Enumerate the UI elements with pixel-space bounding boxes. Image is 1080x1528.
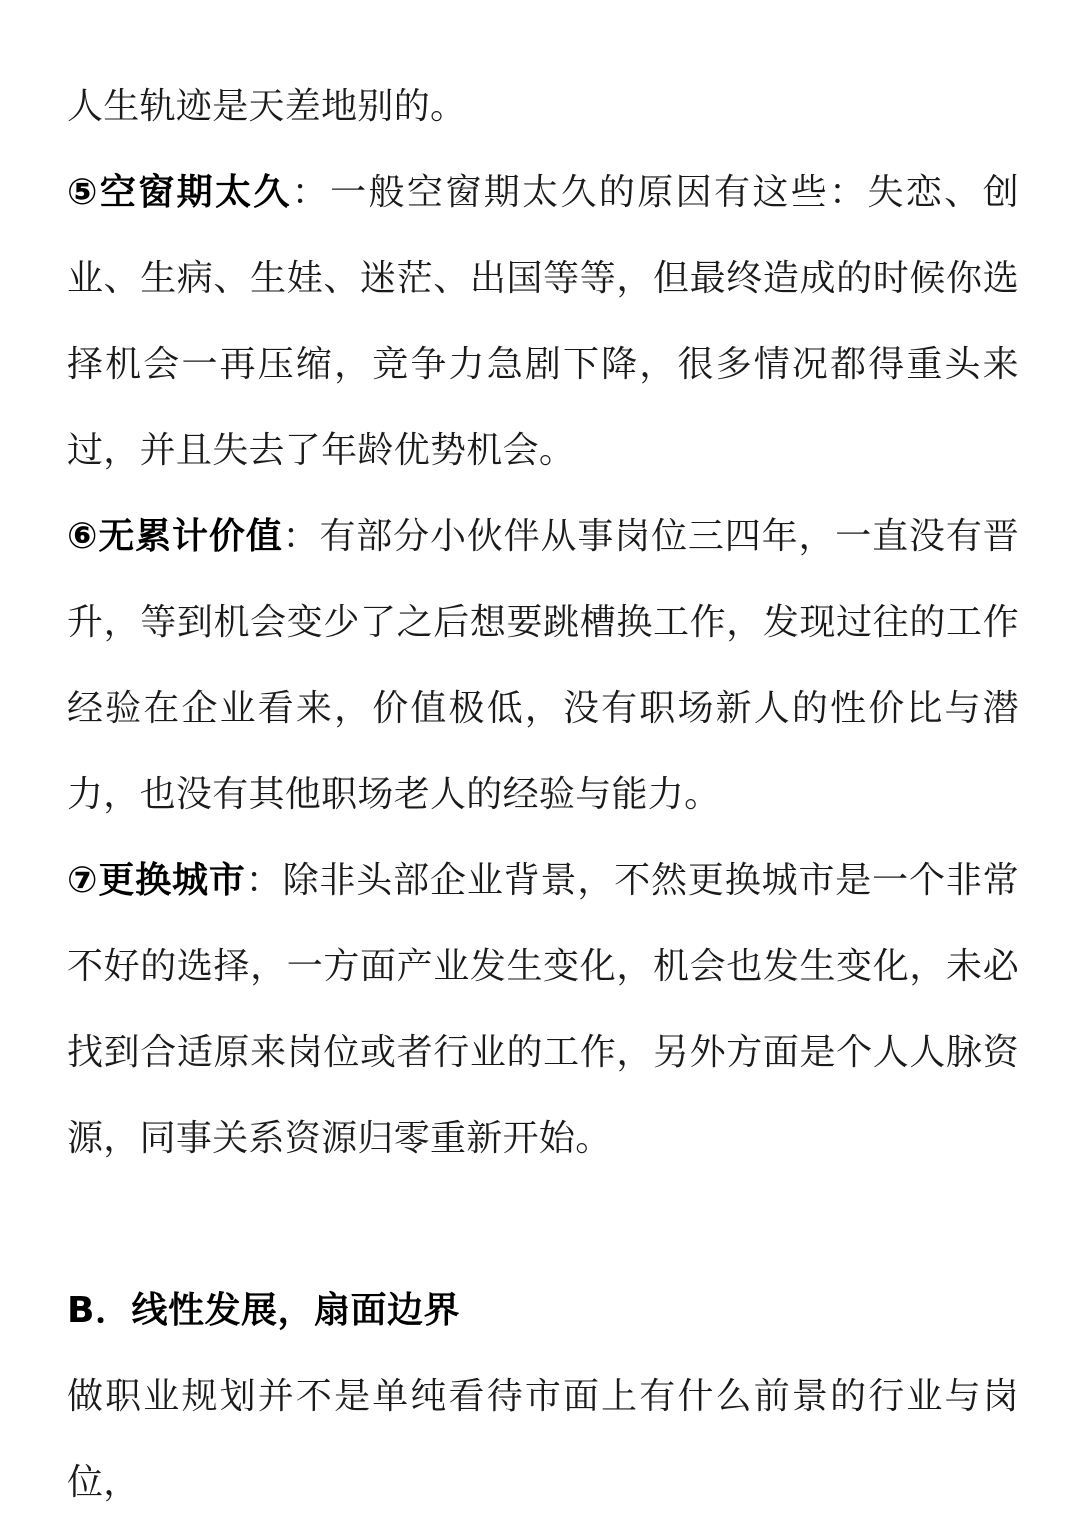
item-heading: ⑤空窗期太久 bbox=[67, 172, 292, 213]
section-spacer bbox=[67, 1182, 1019, 1268]
item-heading: ⑦更换城市 bbox=[67, 860, 246, 901]
list-item-idle-period bbox=[67, 150, 1019, 494]
item-heading: ⑥无累计价值 bbox=[67, 516, 283, 557]
section-paragraph: 做职业规划并不是单纯看待市面上有什么前景的行业与岗位， bbox=[67, 1376, 1019, 1503]
item-separator: ： bbox=[245, 860, 283, 901]
item-body: 有部分小伙伴从事岗位三四年，一直没有晋升，等到机会变少了之后想要跳槽换工作，发现过往的工作经验在企业看来，价值极低，没有职场新人的性价比与潜力，也没有其他职场老人的经验与能力。 bbox=[67, 516, 1020, 815]
item-separator: ： bbox=[282, 516, 320, 557]
list-item-change-city bbox=[67, 838, 1019, 1182]
item-body: 一般空窗期太久的原因有这些：失恋、创业、生病、生娃、迷茫、出国等等，但最终造成的时候你选择机会一再压缩，竞争力急剧下降，很多情况都得重头来过，并且失去了年龄优势机会。 bbox=[67, 172, 1019, 471]
article-body bbox=[67, 64, 1019, 1526]
section-heading: B．线性发展，扇面边界 bbox=[67, 1290, 460, 1331]
list-item-no-accumulated-value bbox=[67, 494, 1019, 838]
item-body: 除非头部企业背景，不然更换城市是一个非常不好的选择，一方面产业发生变化，机会也发生变化，未必找到合适原来岗位或者行业的工作，另外方面是个人人脉资源，同事关系资源归零重新开始。 bbox=[67, 860, 1019, 1159]
intro-paragraph-tail: 人生轨迹是天差地别的。 bbox=[67, 86, 467, 127]
item-separator: ： bbox=[291, 172, 331, 213]
